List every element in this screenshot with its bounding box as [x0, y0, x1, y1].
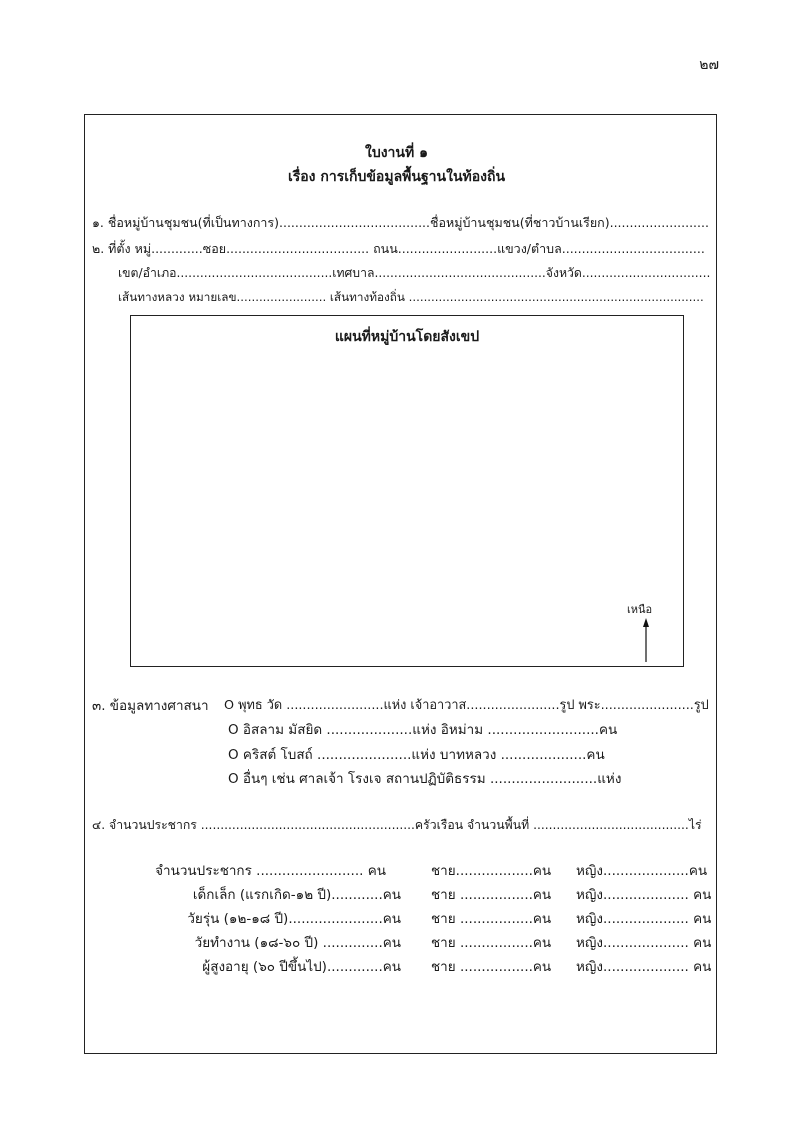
population-row-female: หญิง....................คน	[576, 863, 708, 879]
religion-label: ๓. ข้อมูลทางศาสนา	[92, 698, 209, 714]
north-arrow-icon	[643, 618, 649, 662]
north-label: เหนือ	[627, 603, 653, 616]
village-name-line: ๑. ชื่อหมู่บ้านชุมชน(ที่เป็นทางการ)......................................ชื่อหมู่บ้านชุมชน(ที่ชาวบ้านเรียก).........................	[92, 215, 709, 230]
population-row-female: หญิง.................... คน	[576, 887, 712, 903]
population-row-male: ชาย .................คน	[431, 911, 552, 927]
religion-other: O อื่นๆ เช่น ศาลเจ้า โรงเจ สถานปฏิบัติธรรม .........................แห่ง	[228, 771, 622, 787]
population-row-male: ชาย .................คน	[431, 959, 552, 975]
location-line-2: เขต/อำเภอ........................................เทศบาล............................................จังหวัด.................................	[118, 266, 711, 280]
population-row-label: เด็กเล็ก (แรกเกิด-๑๒ ปี)............คน	[192, 887, 401, 903]
population-row-label: วัยทำงาน (๑๘-๖๐ ปี) ..............คน	[194, 935, 401, 951]
village-map-box	[130, 315, 684, 667]
population-row-female: หญิง.................... คน	[576, 935, 712, 951]
religion-islam: O อิสลาม มัสยิด ....................แห่ง อิหม่าม ..........................คน	[228, 722, 618, 738]
population-row-label: จำนวนประชากร ......................... คน	[155, 863, 386, 879]
worksheet-title: ใบงานที่ ๑	[365, 145, 428, 161]
population-row-female: หญิง.................... คน	[576, 911, 712, 927]
population-row-male: ชาย .................คน	[431, 887, 552, 903]
religion-christian: O คริสต์ โบสถ์ ......................แห่ง บาทหลวง ....................คน	[228, 747, 605, 763]
religion-buddhism: O พุทธ วัด ........................แห่ง เจ้าอาวาส.......................รูป พระ.......................รูป	[224, 698, 709, 713]
worksheet-subject: เรื่อง การเก็บข้อมูลพื้นฐานในท้องถิ่น	[287, 169, 506, 185]
location-line-3: เส้นทางหลวง หมายเลข........................ เส้นทางท้องถิ่น ...............................................................................	[118, 290, 704, 304]
location-line-1: ๒. ที่ตั้ง หมู่.............ซอย.................................... ถนน.........................แขวง/ตำบล....................................	[92, 241, 705, 256]
population-row-male: ชาย .................คน	[431, 935, 552, 951]
population-row-label: ผู้สูงอายุ (๖๐ ปีขึ้นไป).............คน	[202, 959, 401, 975]
page-number: ๒๗	[699, 57, 719, 73]
population-row-male: ชาย..................คน	[431, 863, 552, 879]
map-title: แผนที่หมู่บ้านโดยสังเขป	[334, 329, 480, 345]
population-households-line: ๔. จำนวนประชากร .......................................................ครัวเรือน จำนวนพื้นที่ ........................................ไร่	[92, 818, 702, 832]
population-row-female: หญิง.................... คน	[576, 959, 712, 975]
population-row-label: วัยรุ่น (๑๒-๑๘ ปี)......................คน	[187, 911, 401, 927]
